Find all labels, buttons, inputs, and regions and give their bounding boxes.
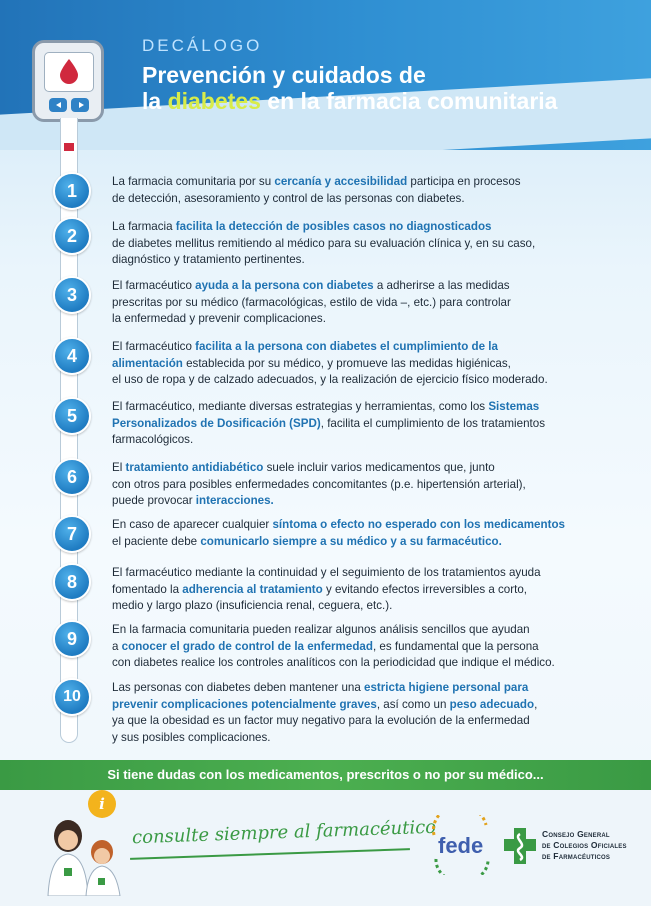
item-text-segment: El farmacéutico mediante la continuidad y el seguimiento de los tratamientos ayuda fomentado la — [112, 566, 541, 596]
item-text-segment: El — [112, 461, 126, 474]
item-text — [112, 219, 612, 269]
item-highlight: adherencia al tratamiento — [182, 582, 323, 596]
item-text-segment: y evitando efectos irreversibles a corto, medio y largo plazo (insuficiencia renal, ceguera, etc.). — [112, 582, 528, 612]
strip-red-mark — [64, 143, 74, 151]
pharmacy-council-logo-icon — [503, 826, 537, 866]
item-text-segment: En la farmacia comunitaria pueden realizar algunos análisis sencillos que ayudan a — [112, 623, 530, 653]
glucometer-screen — [44, 52, 94, 92]
council-line-1: Consejo General — [542, 829, 610, 839]
right-arrow-icon — [71, 98, 89, 112]
item-text — [112, 174, 612, 207]
item-highlight: Sistemas Personalizados de Dosificación (SPD) — [112, 400, 540, 430]
item-text-segment: La farmacia — [112, 220, 176, 233]
item-number-badge: 3 — [53, 276, 91, 314]
item-highlight: tratamiento antidiabético — [125, 461, 264, 474]
item-number-badge: 2 — [53, 217, 91, 255]
item-number-badge: 1 — [53, 172, 91, 210]
title-pre: la — [142, 88, 168, 114]
item-text — [112, 278, 612, 328]
slogan: consulte siempre al farmacéutico — [131, 816, 437, 849]
item-highlight: ayuda a la persona con diabetes — [195, 279, 374, 292]
item-text — [112, 517, 612, 550]
item-text-segment: El farmacéutico, mediante diversas estrategias y herramientas, como los — [112, 400, 489, 413]
title-line-2 — [142, 88, 632, 114]
item-number-badge: 4 — [53, 337, 91, 375]
item-text-segment: La farmacia comunitaria por su — [112, 175, 275, 188]
item-number-badge: 10 — [53, 678, 91, 716]
item-number-badge: 9 — [53, 620, 91, 658]
item-text — [112, 622, 612, 672]
title-highlight: diabetes — [167, 88, 261, 114]
item-text-segment: , así como un — [376, 697, 450, 711]
item-highlight: facilita a la persona con diabetes el cumplimiento de la alimentación — [112, 340, 498, 370]
item-text-segment: de diabetes mellitus remitiendo al médico para su evaluación clínica y, en su caso, diagnóstico y tratamiento pertinentes. — [112, 236, 536, 266]
item-highlight: cercanía y accesibilidad — [274, 175, 408, 188]
item-text-segment: Las personas con diabetes deben mantener una — [112, 681, 365, 694]
pharmacy-council-name — [542, 829, 627, 862]
item-highlight: síntoma o efecto no esperado con los medicamentos — [272, 518, 565, 531]
item-number-badge: 5 — [53, 397, 91, 435]
item-highlight: interacciones. — [195, 494, 274, 507]
item-highlight: estricta higiene personal para prevenir complicaciones potencialmente graves — [112, 681, 529, 711]
item-text-segment: participa en procesos de detección, asesoramiento y control de las personas con diabetes. — [112, 175, 521, 205]
item-text-segment: El farmacéutico — [112, 340, 196, 353]
item-text — [112, 565, 612, 615]
item-text — [112, 399, 612, 449]
fede-logo-text: fede — [438, 833, 484, 858]
item-text-segment: El farmacéutico — [112, 279, 196, 292]
item-highlight: facilita la detección de posibles casos no diagnosticados — [175, 220, 492, 233]
page-title — [142, 62, 632, 114]
item-text-segment: suele incluir varios medicamentos que, junto con otros para posibles enfermedades concomitantes (p.e. hipertensión arterial), puede provocar — [112, 461, 526, 507]
item-text-segment: a adherirse a las medidas prescritas por su médico (farmacológicas, estilo de vida –, etc.) para controlar la enfermedad y prevenir complicaciones. — [112, 279, 511, 325]
item-text-segment: , facilita el cumplimiento de los tratamientos farmacológicos. — [112, 416, 545, 446]
item-text — [112, 680, 612, 746]
item-number-badge: 7 — [53, 515, 91, 553]
item-highlight: conocer el grado de control de la enfermedad — [121, 639, 373, 653]
item-number-badge: 6 — [53, 458, 91, 496]
council-line-3: de Farmacéuticos — [542, 851, 611, 861]
item-highlight: peso adecuado — [449, 697, 535, 711]
pharmacists-illustration-icon — [40, 806, 130, 896]
advice-banner: Si tiene dudas con los medicamentos, prescritos o no por su médico... — [0, 760, 651, 790]
item-text-segment: , ya que la obesidad es un factor muy negativo para la evolución de la enfermedad y sus posibles complicaciones. — [112, 697, 538, 744]
item-text-segment: el paciente debe — [112, 534, 201, 548]
item-text — [112, 339, 612, 389]
item-text-segment: establecida por su médico, y promueve las medidas higiénicas, el uso de ropa y de calzado adecuados, y la realización de ejercicio físico moderado. — [112, 356, 548, 386]
glucometer-icon — [32, 40, 104, 122]
title-line-1: Prevención y cuidados de — [142, 62, 426, 88]
info-icon: i — [88, 790, 116, 818]
item-text — [112, 460, 612, 510]
left-arrow-icon — [49, 98, 67, 112]
title-post: en la farmacia comunitaria — [260, 88, 558, 114]
item-text-segment: En caso de aparecer cualquier — [112, 518, 273, 531]
item-number-badge: 8 — [53, 563, 91, 601]
kicker: DECÁLOGO — [142, 36, 263, 55]
council-line-2: de Colegios Oficiales — [542, 840, 627, 850]
item-highlight: comunicarlo siempre a su médico y a su farmacéutico. — [200, 534, 502, 548]
blood-drop-icon — [45, 53, 93, 91]
item-text-segment: , es fundamental que la persona con diabetes realice los controles analíticos con la periodicidad que indique el médico. — [112, 639, 555, 669]
